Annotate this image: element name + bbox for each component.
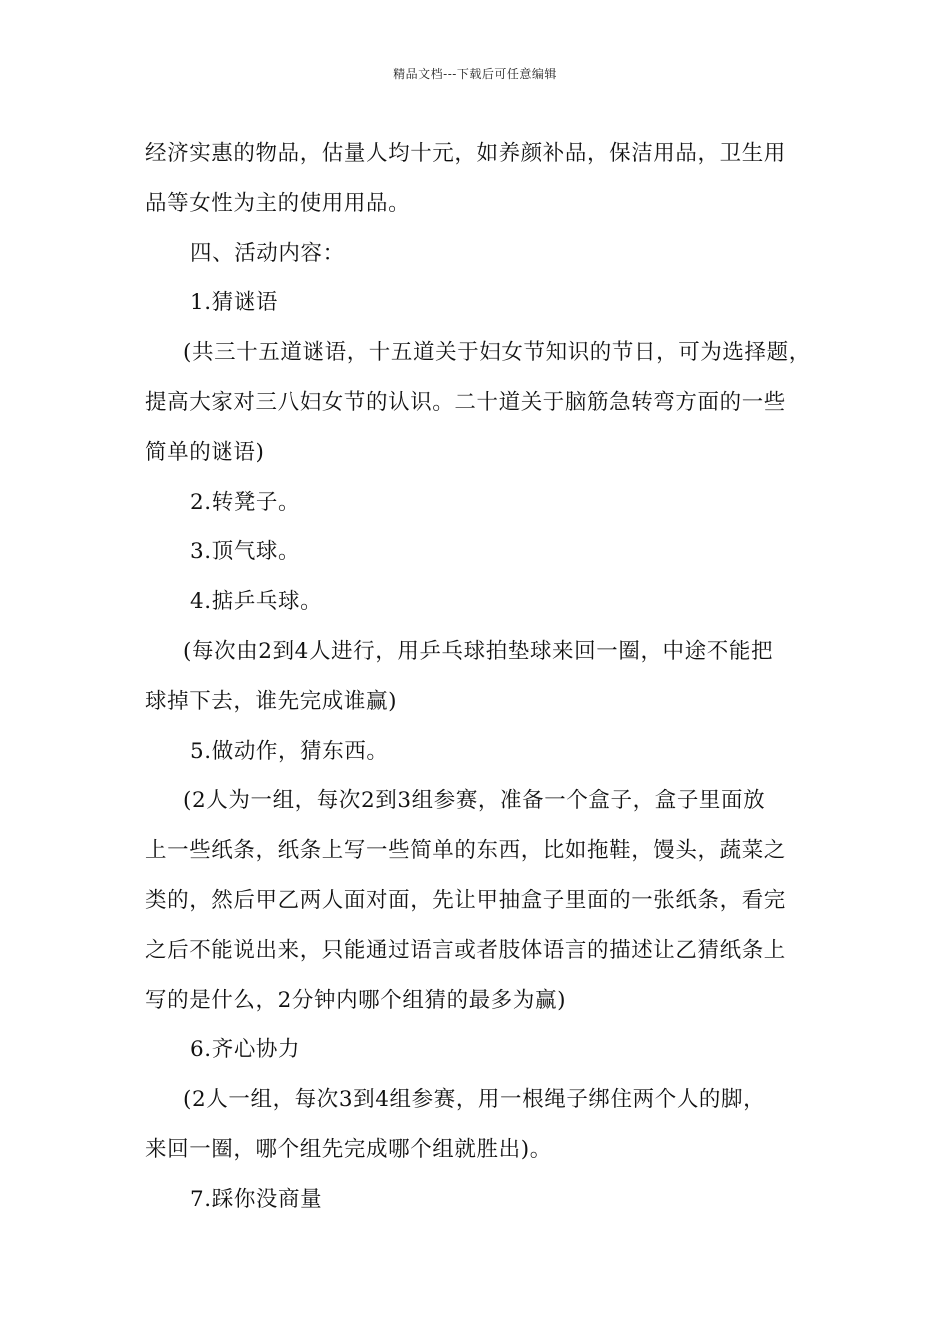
paragraph-line: 简单的谜语) [145, 439, 265, 465]
paragraph-line: (每次由2到4人进行，用乒乓球拍垫球来回一圈，中途不能把 [183, 638, 774, 664]
paragraph-line: 经济实惠的物品，估量人均十元，如养颜补品，保洁用品，卫生用 [145, 141, 786, 166]
list-item-title: 4.掂乒乓球。 [190, 589, 323, 615]
section-heading: 四、活动内容： [190, 240, 345, 266]
list-item-title: 3.顶气球。 [190, 539, 301, 565]
list-item-title: 1.猜谜语 [190, 290, 279, 316]
paragraph-line: 上一些纸条，纸条上写一些简单的东西，比如拖鞋，馒头，蔬菜之 [145, 838, 786, 864]
paragraph-line: 写的是什么，2分钟内哪个组猜的最多为赢) [145, 987, 567, 1013]
paragraph-line: 类的，然后甲乙两人面对面，先让甲抽盒子里面的一张纸条，看完 [145, 887, 786, 913]
page-header: 精品文档---下载后可任意编辑 [393, 67, 557, 81]
paragraph-line: 品等女性为主的使用用品。 [145, 190, 411, 216]
paragraph-line: 球掉下去，谁先完成谁赢) [145, 688, 398, 714]
paragraph-line: 之后不能说出来，只能通过语言或者肢体语言的描述让乙猜纸条上 [145, 937, 786, 963]
document-body [145, 129, 815, 1225]
paragraph-line: 来回一圈，哪个组先完成哪个组就胜出)。 [145, 1136, 552, 1162]
list-item-title: 7.踩你没商量 [190, 1186, 323, 1212]
paragraph-line: (2人一组，每次3到4组参赛，用一根绳子绑住两个人的脚， [183, 1087, 766, 1113]
list-item-title: 6.齐心协力 [190, 1037, 301, 1063]
list-item-title: 5.做动作，猜东西。 [190, 738, 389, 764]
paragraph-line: (2人为一组，每次2到3组参赛，准备一个盒子，盒子里面放 [183, 788, 766, 814]
paragraph-line: (共三十五道谜语，十五道关于妇女节知识的节日，可为选择题， [183, 340, 811, 366]
paragraph-line: 提高大家对三八妇女节的认识。二十道关于脑筋急转弯方面的一些 [145, 389, 786, 415]
list-item-title: 2.转凳子。 [190, 489, 301, 515]
